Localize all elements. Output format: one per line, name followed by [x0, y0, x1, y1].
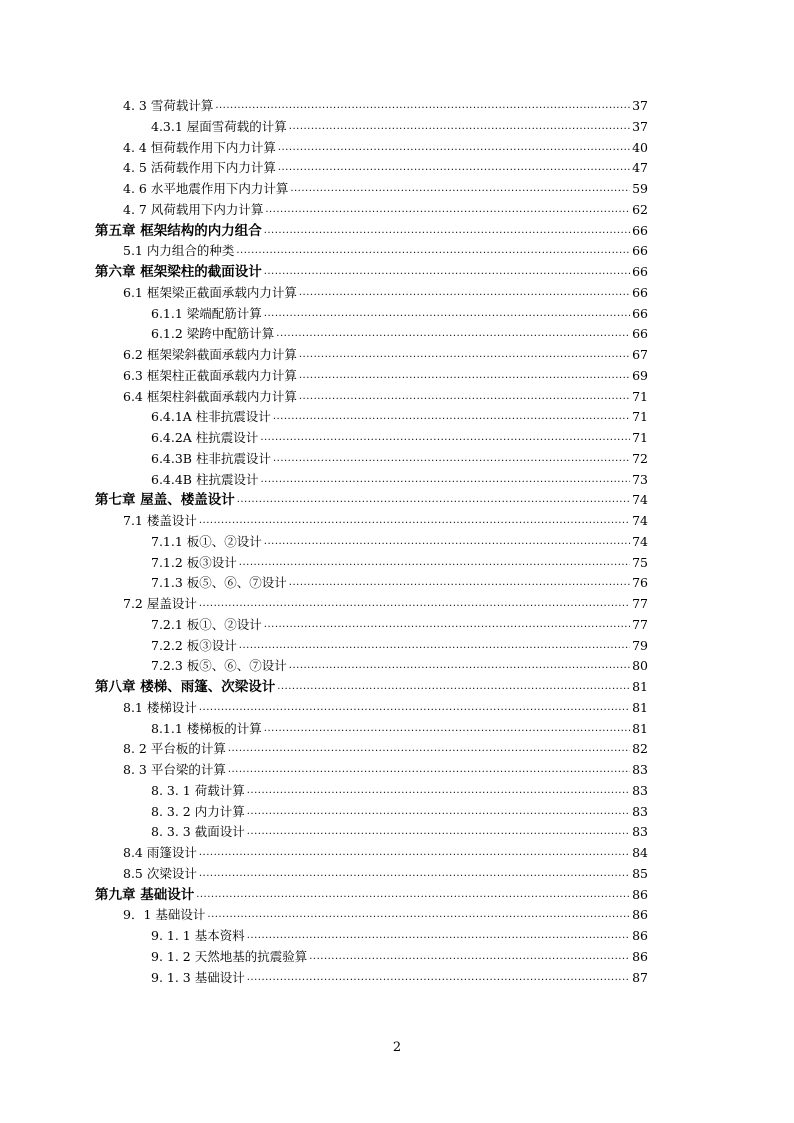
toc-dot-leader	[277, 677, 630, 698]
toc-entry-label: 4.3.1 屋面雪荷载的计算	[151, 118, 287, 134]
toc-entry-label: 9．1 基础设计	[123, 907, 206, 923]
toc-entry-label: 4. 3 雪荷载计算	[123, 98, 214, 113]
toc-section-entry[interactable]	[95, 553, 648, 574]
toc-dot-leader	[199, 594, 630, 615]
toc-chapter-entry[interactable]	[95, 262, 648, 283]
toc-dot-leader	[237, 490, 630, 511]
toc-entry-label: 8.1.1 楼梯板的计算	[151, 720, 262, 736]
toc-dot-leader	[228, 739, 630, 760]
toc-dot-leader	[264, 532, 630, 553]
toc-section-entry[interactable]	[95, 158, 648, 179]
toc-entry-page: 83	[632, 803, 648, 819]
toc-dot-leader	[273, 449, 630, 470]
toc-entry-page: 74	[632, 513, 648, 528]
toc-entry-page: 79	[632, 637, 648, 653]
toc-entry-label: 6.4.4B 柱抗震设计	[151, 471, 259, 487]
toc-entry-label: 6.4 框架柱斜截面承载内力计算	[123, 388, 297, 404]
toc-entry-page: 87	[632, 969, 648, 985]
toc-entry-label: 7.2.1 板①、②设计	[151, 616, 262, 632]
toc-entry-page: 84	[632, 845, 648, 860]
toc-dot-leader	[309, 947, 630, 968]
toc-dot-leader	[239, 636, 630, 657]
toc-entry-label: 7.1 楼盖设计	[123, 513, 197, 528]
toc-dot-leader	[199, 864, 630, 885]
toc-section-entry[interactable]	[95, 698, 648, 719]
toc-entry-page: 71	[632, 409, 648, 425]
toc-dot-leader	[264, 615, 630, 636]
toc-entry-label: 第八章 楼梯、雨篷、次梁设计	[95, 679, 276, 695]
toc-dot-leader	[289, 656, 630, 677]
toc-section-entry[interactable]	[95, 428, 648, 449]
toc-entry-page: 66	[632, 284, 648, 300]
toc-entry-page: 81	[632, 720, 648, 736]
toc-section-entry[interactable]	[95, 594, 648, 615]
toc-entry-label: 8.5 次梁设计	[123, 865, 197, 881]
toc-section-entry[interactable]	[95, 179, 648, 200]
toc-dot-leader	[215, 96, 630, 117]
toc-entry-page: 40	[632, 139, 648, 155]
toc-entry-page: 66	[632, 264, 648, 279]
toc-entry-label: 第五章 框架结构的内力组合	[95, 222, 262, 239]
toc-section-entry[interactable]	[95, 324, 648, 345]
toc-section-entry[interactable]	[95, 905, 648, 926]
toc-section-entry[interactable]	[95, 241, 648, 262]
toc-entry-label: 6.4.2A 柱抗震设计	[151, 430, 259, 445]
toc-section-entry[interactable]	[95, 283, 648, 304]
toc-dot-leader	[247, 781, 630, 802]
toc-dot-leader	[260, 428, 630, 449]
toc-entry-label: 7.1.1 板①、②设计	[151, 533, 262, 549]
toc-dot-leader	[273, 407, 630, 428]
toc-entry-page: 66	[632, 243, 648, 259]
toc-entry-page: 37	[632, 98, 648, 113]
toc-dot-leader	[278, 158, 630, 179]
toc-entry-label: 8. 3. 3 截面设计	[151, 824, 245, 840]
toc-dot-leader	[199, 843, 630, 864]
toc-entry-label: 8. 3. 1 荷载计算	[151, 782, 245, 798]
toc-section-entry[interactable]	[95, 200, 648, 221]
toc-section-entry[interactable]	[95, 656, 648, 677]
toc-entry-label: 9. 1. 1 基本资料	[151, 928, 245, 943]
toc-dot-leader	[289, 573, 630, 594]
toc-dot-leader	[247, 822, 630, 843]
toc-entry-label: 7.2.3 板⑤、⑥、⑦设计	[151, 658, 287, 674]
toc-section-entry[interactable]	[95, 781, 648, 802]
toc-dot-leader	[299, 366, 630, 387]
toc-entry-page: 66	[632, 222, 648, 238]
toc-dot-leader	[228, 760, 630, 781]
table-of-contents	[95, 96, 648, 988]
toc-dot-leader	[278, 138, 630, 159]
toc-dot-leader	[276, 324, 630, 345]
toc-dot-leader	[247, 968, 630, 989]
toc-section-entry[interactable]	[95, 449, 648, 470]
toc-section-entry[interactable]	[95, 739, 648, 760]
toc-entry-page: 62	[632, 201, 648, 217]
toc-chapter-entry[interactable]	[95, 221, 648, 242]
toc-dot-leader	[264, 719, 630, 740]
toc-section-entry[interactable]	[95, 760, 648, 781]
toc-section-entry[interactable]	[95, 138, 648, 159]
toc-section-entry[interactable]	[95, 822, 648, 843]
toc-entry-page: 73	[632, 471, 648, 487]
toc-dot-leader	[299, 345, 630, 366]
toc-entry-label: 7.1.2 板③设计	[151, 554, 237, 570]
toc-section-entry[interactable]	[95, 387, 648, 408]
toc-entry-page: 72	[632, 450, 648, 466]
toc-section-entry[interactable]	[95, 96, 648, 117]
toc-entry-label: 6.2 框架梁斜截面承载内力计算	[123, 347, 297, 362]
toc-entry-page: 47	[632, 160, 648, 176]
toc-entry-page: 86	[632, 928, 648, 943]
toc-dot-leader	[199, 698, 630, 719]
toc-entry-label: 6.1 框架梁正截面承载内力计算	[123, 284, 297, 300]
toc-entry-page: 86	[632, 948, 648, 964]
toc-section-entry[interactable]	[95, 615, 648, 636]
toc-dot-leader	[264, 221, 630, 242]
toc-entry-label: 8. 2 平台板的计算	[123, 741, 226, 757]
toc-dot-leader	[299, 387, 630, 408]
toc-entry-page: 59	[632, 181, 648, 196]
toc-entry-label: 第六章 框架梁柱的截面设计	[95, 264, 262, 280]
toc-entry-label: 9. 1. 3 基础设计	[151, 969, 245, 985]
toc-entry-label: 6.4.1A 柱非抗震设计	[151, 409, 271, 425]
toc-entry-label: 9. 1. 2 天然地基的抗震验算	[151, 948, 308, 964]
toc-entry-label: 7.2.2 板③设计	[151, 637, 237, 653]
toc-entry-label: 7.1.3 板⑤、⑥、⑦设计	[151, 575, 287, 591]
toc-section-entry[interactable]	[95, 573, 648, 594]
toc-entry-page: 76	[632, 575, 648, 591]
toc-chapter-entry[interactable]	[95, 490, 648, 511]
toc-dot-leader	[207, 905, 630, 926]
toc-section-entry[interactable]	[95, 532, 648, 553]
toc-entry-page: 77	[632, 596, 648, 611]
toc-section-entry[interactable]	[95, 864, 648, 885]
toc-entry-page: 74	[632, 492, 648, 508]
toc-dot-leader	[264, 262, 630, 283]
toc-dot-leader	[199, 511, 630, 532]
toc-section-entry[interactable]	[95, 719, 648, 740]
toc-section-entry[interactable]	[95, 511, 648, 532]
toc-entry-page: 77	[632, 616, 648, 632]
toc-entry-label: 5.1 内力组合的种类	[123, 243, 235, 259]
toc-entry-label: 8.4 雨篷设计	[123, 845, 197, 860]
toc-entry-page: 85	[632, 865, 648, 881]
toc-entry-page: 86	[632, 886, 648, 902]
toc-dot-leader	[247, 802, 630, 823]
toc-dot-leader	[239, 553, 630, 574]
toc-section-entry[interactable]	[95, 117, 648, 138]
toc-section-entry[interactable]	[95, 843, 648, 864]
toc-entry-label: 4. 5 活荷载作用下内力计算	[123, 160, 276, 176]
toc-entry-label: 第九章 基础设计	[95, 886, 195, 903]
toc-entry-label: 6.4.3B 柱非抗震设计	[151, 450, 271, 466]
toc-dot-leader	[265, 200, 630, 221]
toc-entry-page: 82	[632, 741, 648, 757]
toc-entry-page: 67	[632, 347, 648, 362]
toc-entry-page: 74	[632, 533, 648, 549]
toc-section-entry[interactable]	[95, 968, 648, 989]
toc-dot-leader	[236, 241, 630, 262]
toc-entry-page: 81	[632, 699, 648, 715]
toc-entry-label: 8. 3 平台梁的计算	[123, 762, 226, 777]
toc-entry-label: 第七章 屋盖、楼盖设计	[95, 492, 235, 509]
toc-entry-label: 4. 4 恒荷载作用下内力计算	[123, 139, 276, 155]
toc-entry-page: 81	[632, 679, 648, 694]
toc-entry-page: 66	[632, 326, 648, 342]
toc-entry-label: 8.1 楼梯设计	[123, 699, 197, 715]
toc-dot-leader	[289, 117, 630, 138]
toc-entry-label: 4. 7 风荷载用下内力计算	[123, 201, 264, 217]
toc-entry-label: 6.1.2 梁跨中配筋计算	[151, 326, 275, 342]
toc-chapter-entry[interactable]	[95, 677, 648, 698]
toc-section-entry[interactable]	[95, 802, 648, 823]
toc-entry-label: 8. 3. 2 内力计算	[151, 803, 245, 819]
toc-entry-page: 75	[632, 554, 648, 570]
toc-entry-page: 71	[632, 430, 648, 445]
toc-entry-page: 80	[632, 658, 648, 674]
toc-section-entry[interactable]	[95, 926, 648, 947]
toc-entry-page: 69	[632, 367, 648, 383]
toc-entry-label: 6.3 框架柱正截面承载内力计算	[123, 367, 297, 383]
toc-entry-label: 4. 6 水平地震作用下内力计算	[123, 181, 289, 196]
toc-entry-page: 66	[632, 305, 648, 321]
toc-entry-page: 71	[632, 388, 648, 404]
toc-section-entry[interactable]	[95, 366, 648, 387]
toc-chapter-entry[interactable]	[95, 885, 648, 906]
toc-entry-page: 83	[632, 762, 648, 777]
toc-entry-label: 7.2 屋盖设计	[123, 596, 197, 611]
toc-section-entry[interactable]	[95, 947, 648, 968]
toc-entry-page: 83	[632, 782, 648, 798]
toc-dot-leader	[264, 304, 630, 325]
toc-section-entry[interactable]	[95, 636, 648, 657]
toc-dot-leader	[247, 926, 630, 947]
page-number: 2	[392, 1040, 402, 1055]
toc-dot-leader	[196, 885, 630, 906]
toc-section-entry[interactable]	[95, 304, 648, 325]
toc-entry-page: 83	[632, 824, 648, 840]
toc-dot-leader	[290, 179, 630, 200]
toc-dot-leader	[260, 470, 630, 491]
toc-entry-page: 37	[632, 118, 648, 134]
toc-section-entry[interactable]	[95, 407, 648, 428]
toc-section-entry[interactable]	[95, 470, 648, 491]
toc-entry-label: 6.1.1 梁端配筋计算	[151, 305, 262, 321]
toc-dot-leader	[299, 283, 630, 304]
toc-section-entry[interactable]	[95, 345, 648, 366]
toc-entry-page: 86	[632, 907, 648, 923]
